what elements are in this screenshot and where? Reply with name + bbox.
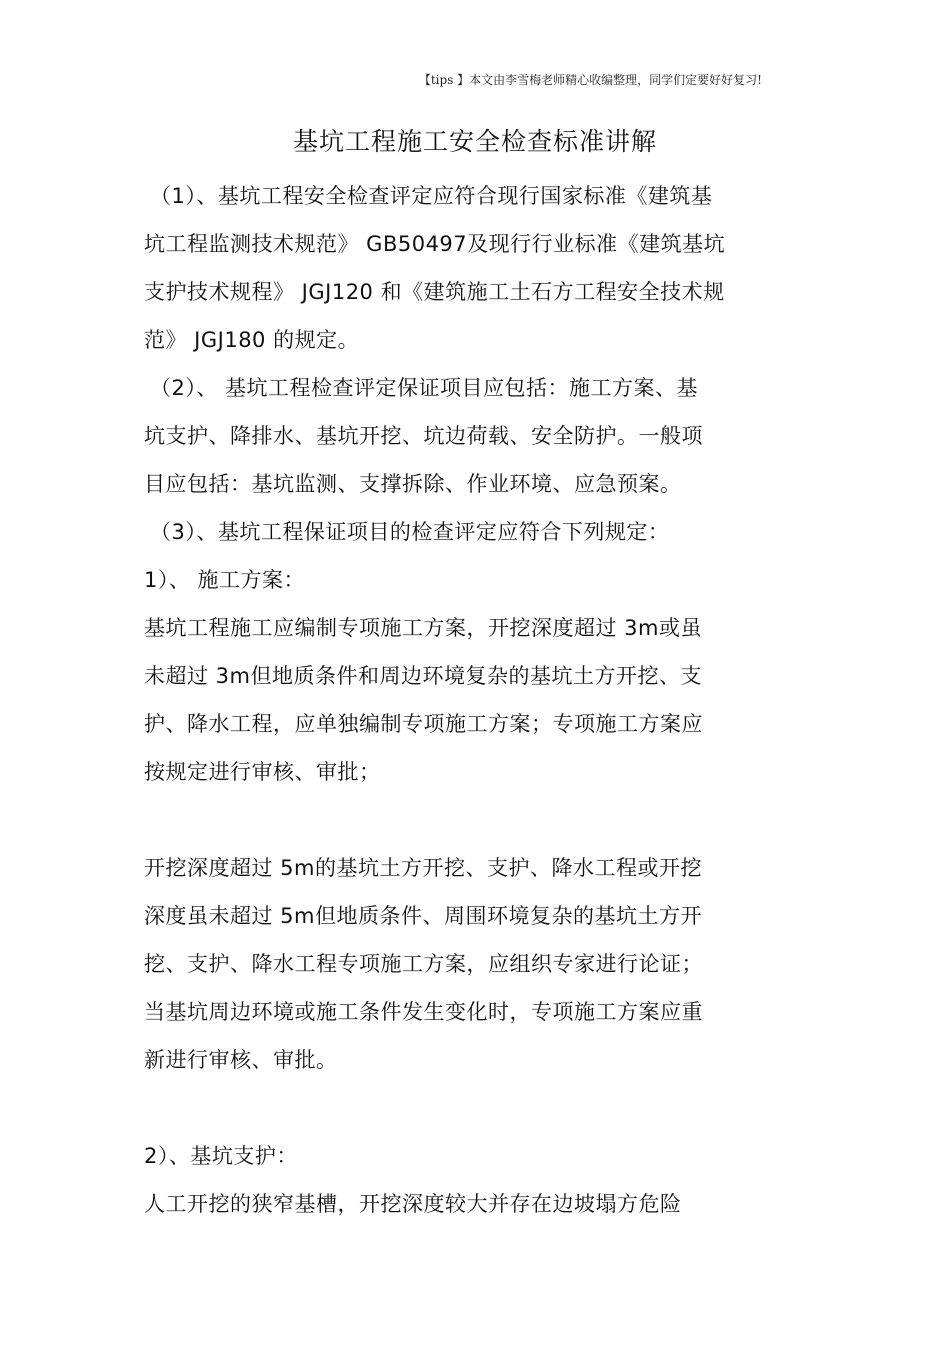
paragraph-line: 基坑工程施工应编制专项施工方案，开挖深度超过 3m或虽 (144, 616, 702, 640)
paragraph-line: 人工开挖的狭窄基槽，开挖深度较大并存在边坡塌方危险 (144, 1192, 682, 1216)
paragraph-line: 按规定进行审核、审批； (144, 760, 381, 784)
paragraph-line: 当基坑周边环境或施工条件发生变化时，专项施工方案应重 (144, 1000, 703, 1024)
paragraph-line: 2）、基坑支护： (144, 1144, 298, 1168)
tips-header: 【tips 】本文由李雪梅老师精心收编整理，同学们定要好好复习! (418, 73, 762, 87)
paragraph-line: 护、降水工程，应单独编制专项施工方案；专项施工方案应 (144, 712, 703, 736)
paragraph-line: 开挖深度超过 5m的基坑土方开挖、支护、降水工程或开挖 (144, 856, 702, 880)
page-title: 基坑工程施工安全检查标准讲解 (292, 127, 657, 156)
paragraph-line: 坑工程监测技术规范》 GB50497及现行行业标准《建筑基坑 (144, 232, 726, 256)
paragraph-line: 深度虽未超过 5m但地质条件、周围环境复杂的基坑土方开 (144, 904, 702, 928)
paragraph-line: （3）、基坑工程保证项目的检查评定应符合下列规定： (150, 520, 670, 544)
paragraph-line: 坑支护、降排水、基坑开挖、坑边荷载、安全防护。一般项 (144, 424, 703, 448)
paragraph-line: 范》 JGJ180 的规定。 (144, 328, 360, 352)
paragraph-line: 目应包括：基坑监测、支撑拆除、作业环境、应急预案。 (144, 472, 682, 496)
paragraph-line: （1）、基坑工程安全检查评定应符合现行国家标准《建筑基 (150, 184, 713, 208)
paragraph-line: 未超过 3m但地质条件和周边环境复杂的基坑土方开挖、支 (144, 664, 702, 688)
paragraph-line: （2）、 基坑工程检查评定保证项目应包括：施工方案、基 (150, 376, 699, 400)
paragraph-line: 支护技术规程》 JGJ120 和《建筑施工土石方工程安全技术规 (144, 280, 725, 304)
paragraph-line: 挖、支护、降水工程专项施工方案，应组织专家进行论证； (144, 952, 703, 976)
paragraph-line: 新进行审核、审批。 (144, 1048, 338, 1072)
paragraph-line: 1）、 施工方案： (144, 568, 306, 592)
